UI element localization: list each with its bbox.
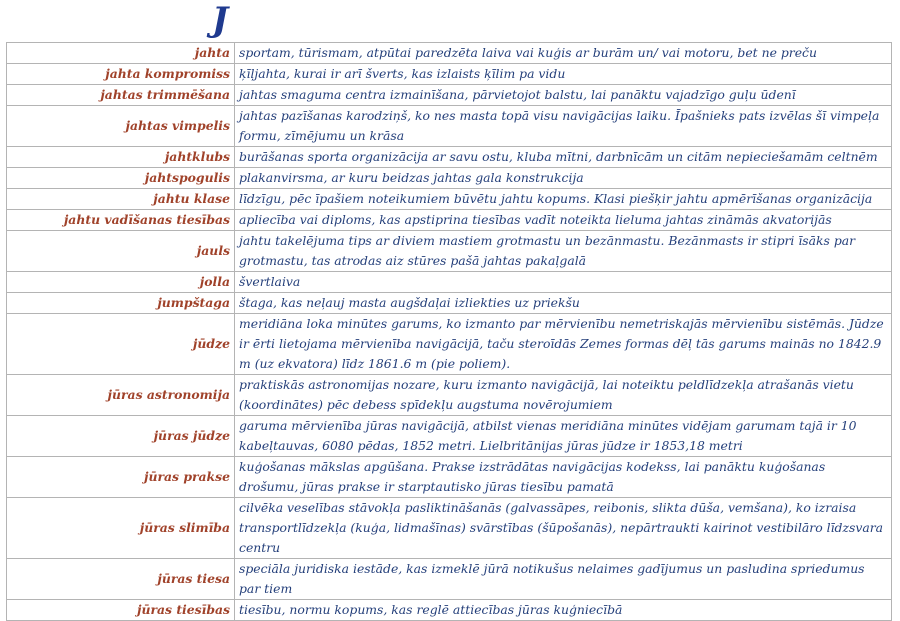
glossary-body [7,43,892,621]
glossary-term: jahtas vimpelis [7,106,235,147]
glossary-definition: burāšanas sporta organizācija ar savu ostu, kluba mītni, darbnīcām un citām nepieciešamām celtnēm [235,147,892,168]
glossary-definition: līdzīgu, pēc īpašiem noteikumiem būvētu jahtu kopums. Klasi piešķir jahtu apmērīšanas organizācija [235,189,892,210]
glossary-row [7,272,892,293]
glossary-definition: plakanvirsma, ar kuru beidzas jahtas gala konstrukcija [235,168,892,189]
glossary-row [7,457,892,498]
glossary-row [7,231,892,272]
glossary-definition: jahtas smaguma centra izmainīšana, pārvietojot balstu, lai panāktu vajadzīgo guļu ūdenī [235,85,892,106]
glossary-definition: meridiāna loka minūtes garums, ko izmanto par mērvienību nemetriskajās mērvienību sistēmās. Jūdze ir ērti lietojama mērvienība navigācijā, taču steroīdās Zemes formas dēļ tās garums mainās no 1842.9 m (uz ekvatora) līdz 1861.6 m (pie poliem). [235,314,892,375]
glossary-row [7,559,892,600]
glossary-definition: tiesību, normu kopums, kas reglē attiecības jūras kuģniecībā [235,600,892,621]
glossary-term: jūras slimība [7,498,235,559]
glossary-term: jūras tiesības [7,600,235,621]
glossary-term: jahta kompromiss [7,64,235,85]
glossary-row [7,43,892,64]
glossary-row [7,64,892,85]
glossary-definition: praktiskās astronomijas nozare, kuru izmanto navigācijā, lai noteiktu peldlīdzekļa atrašanās vietu (koordinātes) pēc debess spīdekļu augstuma novērojumiem [235,375,892,416]
glossary-term: jūras astronomija [7,375,235,416]
glossary-row [7,147,892,168]
glossary-term: jahtklubs [7,147,235,168]
glossary-row [7,293,892,314]
glossary-row [7,168,892,189]
glossary-definition: garuma mērvienība jūras navigācijā, atbilst vienas meridiāna minūtes vidējam garumam tajā ir 10 kabeļtauvas, 6080 pēdas, 1852 metri. Lielbritānijas jūras jūdze ir 1853,18 metri [235,416,892,457]
glossary-definition: apliecība vai diploms, kas apstiprina tiesības vadīt noteikta lieluma jahtas zināmās akvatorijās [235,210,892,231]
glossary-table [6,42,892,621]
glossary-definition: jahtas pazīšanas karodziņš, ko nes masta topā visu navigācijas laiku. Īpašnieks pats izvēlas šī vimpeļa formu, zīmējumu un krāsa [235,106,892,147]
glossary-term: jūdze [7,314,235,375]
glossary-definition: švertlaiva [235,272,892,293]
glossary-row [7,498,892,559]
glossary-definition: ķīļjahta, kurai ir arī šverts, kas izlaists ķīlim pa vidu [235,64,892,85]
glossary-row [7,210,892,231]
glossary-term: jahtu klase [7,189,235,210]
glossary-term: jūras tiesa [7,559,235,600]
glossary-definition: štaga, kas neļauj masta augšdaļai izliekties uz priekšu [235,293,892,314]
glossary-definition: kuģošanas mākslas apgūšana. Prakse izstrādātas navigācijas kodekss, lai panāktu kuģošanas drošumu, jūras prakse ir starptautisko jūras tiesību pamatā [235,457,892,498]
glossary-term: jūras jūdze [7,416,235,457]
glossary-definition: sportam, tūrismam, atpūtai paredzēta laiva vai kuģis ar burām un/ vai motoru, bet ne preču [235,43,892,64]
glossary-row [7,189,892,210]
glossary-row [7,106,892,147]
glossary-row [7,416,892,457]
glossary-term: jahtas trimmēšana [7,85,235,106]
glossary-definition: jahtu takelējuma tips ar diviem mastiem grotmastu un bezānmastu. Bezānmasts ir stipri īsāks par grotmastu, tas atrodas aiz stūres pašā jahtas pakaļgalā [235,231,892,272]
section-letter: J [211,0,229,40]
glossary-definition: speciāla juridiska iestāde, kas izmeklē jūrā notikušus nelaimes gadījumus un pasludina spriedumus par tiem [235,559,892,600]
glossary-term: jahtu vadīšanas tiesības [7,210,235,231]
glossary-row [7,600,892,621]
glossary-row [7,85,892,106]
glossary-row [7,375,892,416]
glossary-definition: cilvēka veselības stāvokļa pasliktināšanās (galvassāpes, reibonis, slikta dūša, vemšana), ko izraisa transportlīdzekļa (kuģa, lidmašīnas) svārstības (šūpošanās), nepārtraukti kairinot vestibilāro līdzsvara centru [235,498,892,559]
glossary-term: jolla [7,272,235,293]
glossary-term: jahta [7,43,235,64]
glossary-term: jauls [7,231,235,272]
glossary-term: jahtspogulis [7,168,235,189]
glossary-term: jūras prakse [7,457,235,498]
glossary-term: jumpštaga [7,293,235,314]
glossary-row [7,314,892,375]
